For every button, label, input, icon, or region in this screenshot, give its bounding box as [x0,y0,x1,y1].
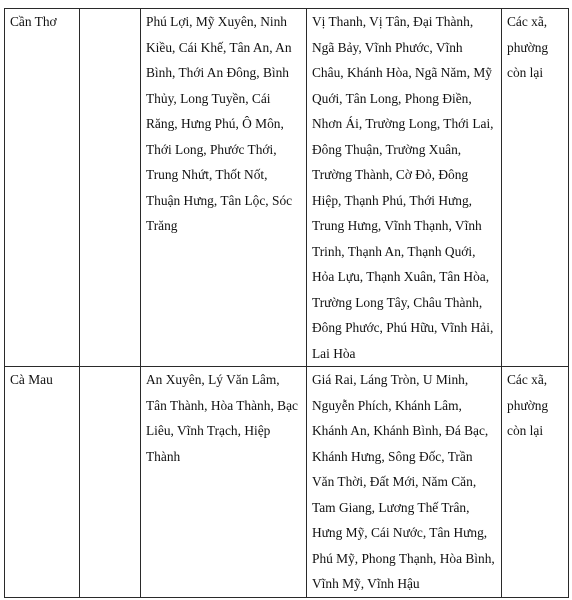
ward-list-cell: An Xuyên, Lý Văn Lâm, Tân Thành, Hòa Thành, Bạc Liêu, Vĩnh Trạch, Hiệp Thành [141,367,307,598]
empty-cell [80,367,141,598]
ward-list-cell: Phú Lợi, Mỹ Xuyên, Ninh Kiều, Cái Khế, Tân An, An Bình, Thới An Đông, Bình Thủy, Long Tuyền, Cái Răng, Hưng Phú, Ô Môn, Thới Long, Phước Thới, Trung Nhứt, Thốt Nốt, Thuận Hưng, Tân Lộc, Sóc Trăng [141,9,307,367]
province-name-cell: Cần Thơ [5,9,80,367]
administrative-units-table [4,8,569,598]
empty-cell [80,9,141,367]
remaining-units-cell: Các xã, phường còn lại [502,9,569,367]
table-row [5,367,569,598]
province-name-cell: Cà Mau [5,367,80,598]
table-row [5,9,569,367]
remaining-units-cell: Các xã, phường còn lại [502,367,569,598]
commune-list-cell: Giá Rai, Láng Tròn, U Minh, Nguyễn Phích, Khánh Lâm, Khánh An, Khánh Bình, Đá Bạc, Khánh Hưng, Sông Đốc, Trần Văn Thời, Đất Mới, Năm Căn, Tam Giang, Lương Thế Trân, Hưng Mỹ, Cái Nước, Tân Hưng, Phú Mỹ, Phong Thạnh, Hòa Bình, Vĩnh Mỹ, Vĩnh Hậu [307,367,502,598]
commune-list-cell: Vị Thanh, Vị Tân, Đại Thành, Ngã Bảy, Vĩnh Phước, Vĩnh Châu, Khánh Hòa, Ngã Năm, Mỹ Quới, Tân Long, Phong Điền, Nhơn Ái, Trường Long, Thới Lai, Đông Thuận, Trường Xuân, Trường Thành, Cờ Đỏ, Đông Hiệp, Thạnh Phú, Thới Hưng, Trung Hưng, Vĩnh Thạnh, Vĩnh Trinh, Thạnh An, Thạnh Quới, Hỏa Lựu, Thạnh Xuân, Tân Hòa, Trường Long Tây, Châu Thành, Đông Phước, Phú Hữu, Vĩnh Hải, Lai Hòa [307,9,502,367]
